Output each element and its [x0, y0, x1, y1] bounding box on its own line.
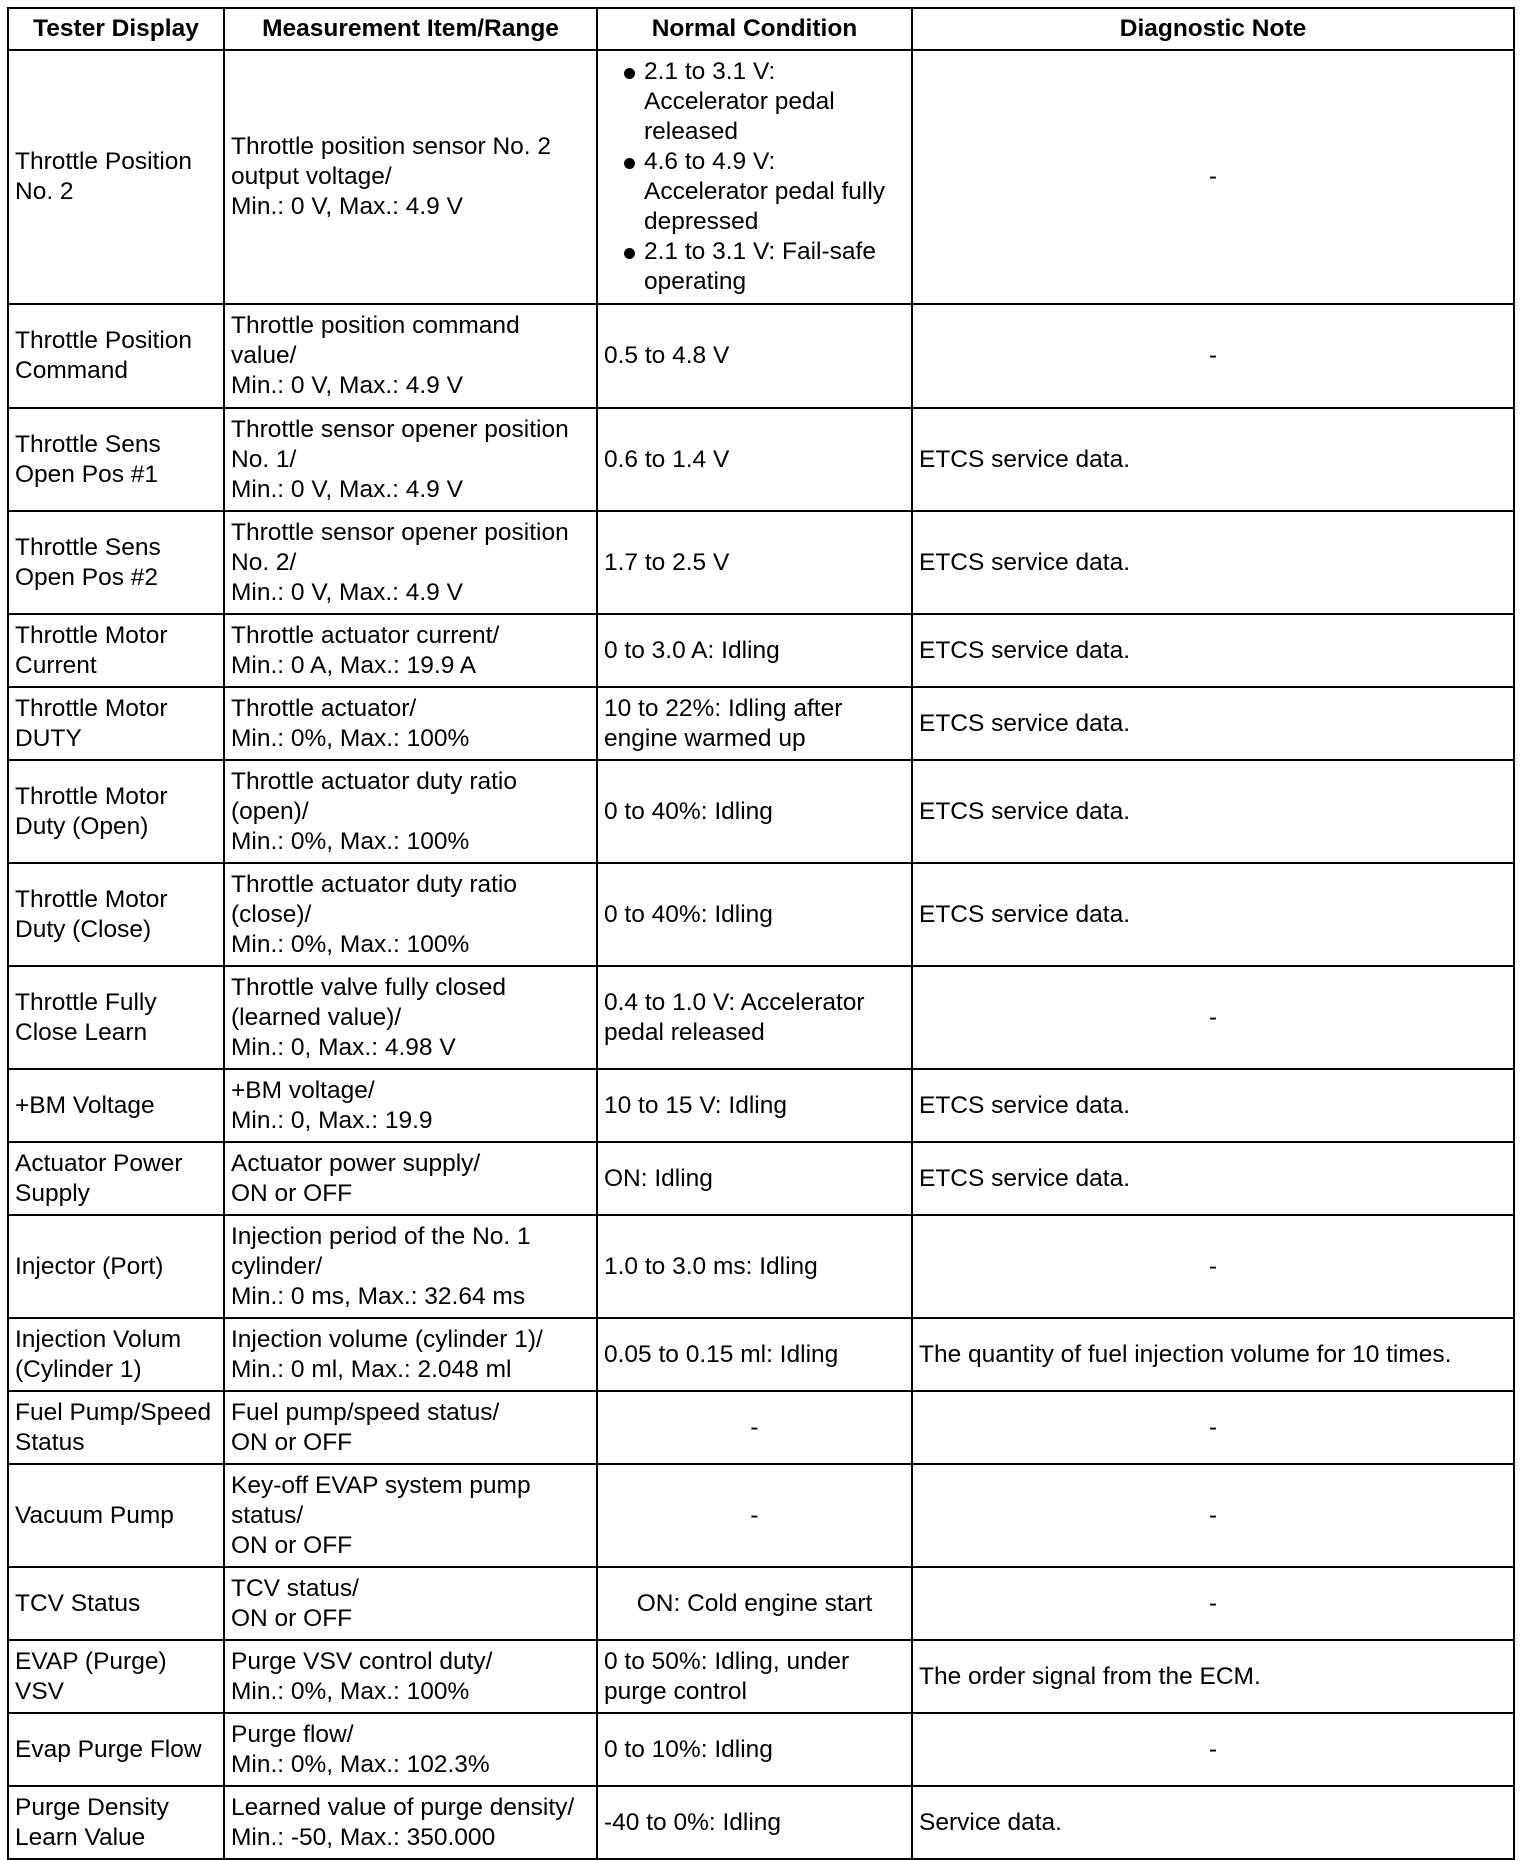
table-row [8, 863, 1514, 966]
measurement-item-cell: Throttle actuator/ Min.: 0%, Max.: 100% [224, 687, 597, 760]
normal-condition-cell: 1.0 to 3.0 ms: Idling [597, 1215, 912, 1318]
tester-display-cell: EVAP (Purge) VSV [8, 1640, 224, 1713]
data-list-table [7, 7, 1515, 1860]
measurement-item-cell: Key-off EVAP system pump status/ ON or OFF [224, 1464, 597, 1567]
tester-display-cell: Injection Volum (Cylinder 1) [8, 1318, 224, 1391]
header-row [8, 8, 1514, 50]
diagnostic-note-cell: ETCS service data. [912, 511, 1514, 614]
diagnostic-note-cell: - [912, 1567, 1514, 1640]
diagnostic-note-cell: ETCS service data. [912, 408, 1514, 511]
tester-display-cell: Throttle Fully Close Learn [8, 966, 224, 1069]
condition-bullet-list [604, 57, 905, 297]
tester-display-cell: Injector (Port) [8, 1215, 224, 1318]
table-row [8, 1786, 1514, 1859]
normal-condition-cell: 0 to 40%: Idling [597, 760, 912, 863]
measurement-item-cell: Throttle valve fully closed (learned value)/ Min.: 0, Max.: 4.98 V [224, 966, 597, 1069]
normal-condition-cell: 0.6 to 1.4 V [597, 408, 912, 511]
diagnostic-note-cell: ETCS service data. [912, 1142, 1514, 1215]
table-row [8, 760, 1514, 863]
table-row [8, 687, 1514, 760]
header-normal-condition: Normal Condition [597, 8, 912, 50]
diagnostic-note-cell: ETCS service data. [912, 614, 1514, 687]
diagnostic-note-cell: The quantity of fuel injection volume for 10 times. [912, 1318, 1514, 1391]
measurement-item-cell: Purge VSV control duty/ Min.: 0%, Max.: 100% [224, 1640, 597, 1713]
table-row [8, 1464, 1514, 1567]
header-diagnostic-note: Diagnostic Note [912, 8, 1514, 50]
table-row [8, 614, 1514, 687]
normal-condition-cell: - [597, 1391, 912, 1464]
measurement-item-cell: Purge flow/ Min.: 0%, Max.: 102.3% [224, 1713, 597, 1786]
measurement-item-cell: TCV status/ ON or OFF [224, 1567, 597, 1640]
measurement-item-cell: Throttle position sensor No. 2 output voltage/ Min.: 0 V, Max.: 4.9 V [224, 50, 597, 304]
measurement-item-cell: Throttle actuator current/ Min.: 0 A, Max.: 19.9 A [224, 614, 597, 687]
diagnostic-note-cell: ETCS service data. [912, 687, 1514, 760]
tester-display-cell: Actuator Power Supply [8, 1142, 224, 1215]
tester-display-cell: Throttle Motor DUTY [8, 687, 224, 760]
header-tester-display: Tester Display [8, 8, 224, 50]
header-measurement-item: Measurement Item/Range [224, 8, 597, 50]
tester-display-cell: TCV Status [8, 1567, 224, 1640]
normal-condition-cell: 10 to 22%: Idling after engine warmed up [597, 687, 912, 760]
diagnostic-note-cell: - [912, 304, 1514, 408]
table-row [8, 1069, 1514, 1142]
tester-display-cell: Throttle Sens Open Pos #1 [8, 408, 224, 511]
normal-condition-cell: -40 to 0%: Idling [597, 1786, 912, 1859]
diagnostic-note-cell: - [912, 1215, 1514, 1318]
diagnostic-note-cell: - [912, 1713, 1514, 1786]
normal-condition-cell: 0 to 10%: Idling [597, 1713, 912, 1786]
diagnostic-note-cell: - [912, 966, 1514, 1069]
tester-display-cell: Vacuum Pump [8, 1464, 224, 1567]
normal-condition-cell: - [597, 1464, 912, 1567]
normal-condition-cell: 0.5 to 4.8 V [597, 304, 912, 408]
normal-condition-cell: 0 to 50%: Idling, under purge control [597, 1640, 912, 1713]
measurement-item-cell: Learned value of purge density/ Min.: -50, Max.: 350.000 [224, 1786, 597, 1859]
measurement-item-cell: Throttle actuator duty ratio (open)/ Min.: 0%, Max.: 100% [224, 760, 597, 863]
table-row [8, 1215, 1514, 1318]
diagnostic-note-cell: Service data. [912, 1786, 1514, 1859]
table-row [8, 1391, 1514, 1464]
normal-condition-cell: ON: Idling [597, 1142, 912, 1215]
measurement-item-cell: Throttle actuator duty ratio (close)/ Min.: 0%, Max.: 100% [224, 863, 597, 966]
tester-display-cell: Fuel Pump/Speed Status [8, 1391, 224, 1464]
tester-display-cell: Evap Purge Flow [8, 1713, 224, 1786]
measurement-item-cell: Throttle position command value/ Min.: 0 V, Max.: 4.9 V [224, 304, 597, 408]
table-row [8, 966, 1514, 1069]
tester-display-cell: +BM Voltage [8, 1069, 224, 1142]
normal-condition-cell: 10 to 15 V: Idling [597, 1069, 912, 1142]
measurement-item-cell: +BM voltage/ Min.: 0, Max.: 19.9 [224, 1069, 597, 1142]
tester-display-cell: Purge Density Learn Value [8, 1786, 224, 1859]
tester-display-cell: Throttle Position No. 2 [8, 50, 224, 304]
diagnostic-note-cell: ETCS service data. [912, 863, 1514, 966]
table-row [8, 1318, 1514, 1391]
table-row [8, 50, 1514, 304]
normal-condition-cell: ON: Cold engine start [597, 1567, 912, 1640]
tester-display-cell: Throttle Sens Open Pos #2 [8, 511, 224, 614]
normal-condition-cell: 1.7 to 2.5 V [597, 511, 912, 614]
measurement-item-cell: Fuel pump/speed status/ ON or OFF [224, 1391, 597, 1464]
normal-condition-cell: 0 to 3.0 A: Idling [597, 614, 912, 687]
table-row [8, 1713, 1514, 1786]
condition-bullet: 2.1 to 3.1 V: Accelerator pedal released [604, 57, 905, 147]
tester-display-cell: Throttle Motor Duty (Open) [8, 760, 224, 863]
normal-condition-cell [597, 50, 912, 304]
table-row [8, 511, 1514, 614]
measurement-item-cell: Throttle sensor opener position No. 1/ Min.: 0 V, Max.: 4.9 V [224, 408, 597, 511]
normal-condition-cell: 0.05 to 0.15 ml: Idling [597, 1318, 912, 1391]
table-row [8, 304, 1514, 408]
normal-condition-cell: 0.4 to 1.0 V: Accelerator pedal released [597, 966, 912, 1069]
diagnostic-note-cell: - [912, 1464, 1514, 1567]
measurement-item-cell: Injection period of the No. 1 cylinder/ Min.: 0 ms, Max.: 32.64 ms [224, 1215, 597, 1318]
measurement-item-cell: Injection volume (cylinder 1)/ Min.: 0 ml, Max.: 2.048 ml [224, 1318, 597, 1391]
condition-bullet: 2.1 to 3.1 V: Fail-safe operating [604, 237, 905, 297]
measurement-item-cell: Actuator power supply/ ON or OFF [224, 1142, 597, 1215]
condition-bullet: 4.6 to 4.9 V: Accelerator pedal fully depressed [604, 147, 905, 237]
tester-display-cell: Throttle Motor Current [8, 614, 224, 687]
measurement-item-cell: Throttle sensor opener position No. 2/ Min.: 0 V, Max.: 4.9 V [224, 511, 597, 614]
diagnostic-note-cell: - [912, 50, 1514, 304]
normal-condition-cell: 0 to 40%: Idling [597, 863, 912, 966]
diagnostic-note-cell: - [912, 1391, 1514, 1464]
table-row [8, 408, 1514, 511]
diagnostic-note-cell: ETCS service data. [912, 760, 1514, 863]
tester-display-cell: Throttle Position Command [8, 304, 224, 408]
tester-display-cell: Throttle Motor Duty (Close) [8, 863, 224, 966]
table-row [8, 1142, 1514, 1215]
table-row [8, 1567, 1514, 1640]
diagnostic-note-cell: The order signal from the ECM. [912, 1640, 1514, 1713]
diagnostic-note-cell: ETCS service data. [912, 1069, 1514, 1142]
table-row [8, 1640, 1514, 1713]
